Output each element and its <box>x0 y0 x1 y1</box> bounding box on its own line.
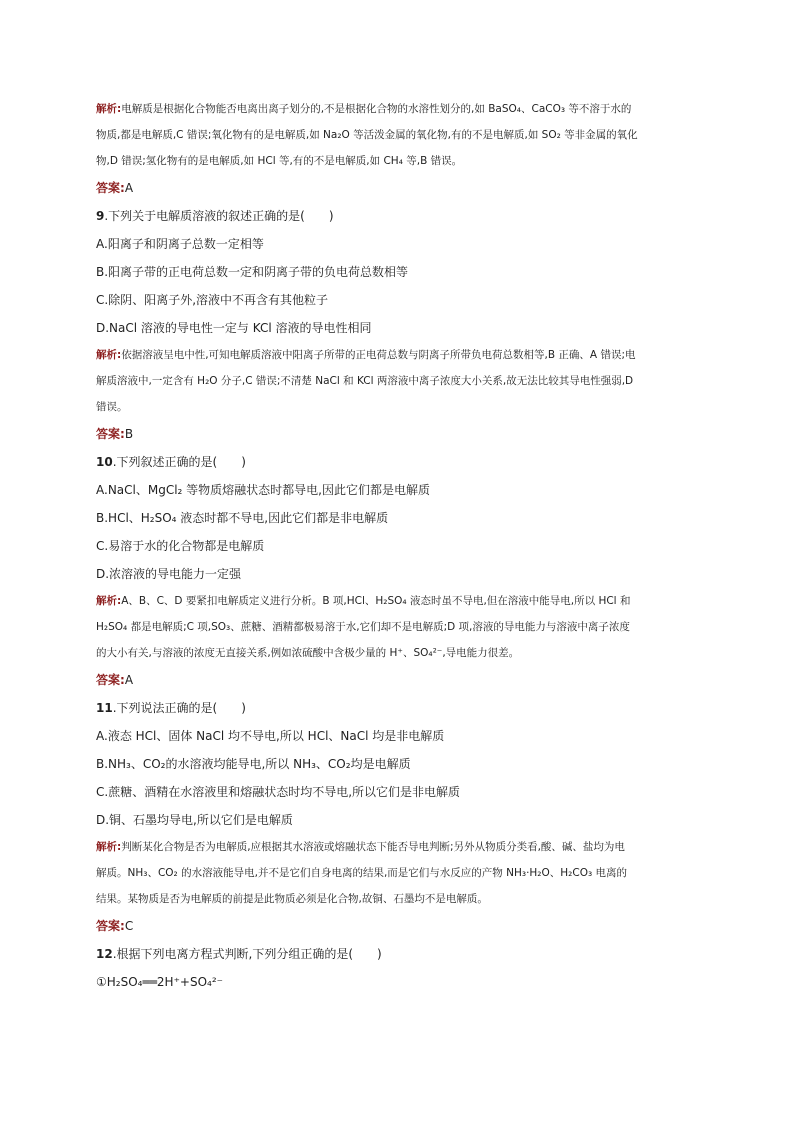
question-stem: 12.根据下列电离方程式判断,下列分组正确的是( ) <box>96 947 382 961</box>
answer-label: 答案: <box>96 427 125 441</box>
question-number: 12 <box>96 947 113 961</box>
explanation-line: 错误。 <box>96 401 128 413</box>
question-explanation <box>96 588 696 666</box>
option-b: B.阳离子带的正电荷总数一定和阴离子带的负电荷总数相等 <box>96 265 409 279</box>
explanation-line: 物,D 错误;氢化物有的是电解质,如 HCl 等,有的不是电解质,如 CH₄ 等,B 错误。 <box>96 155 463 167</box>
question-stem: 11.下列说法正确的是( ) <box>96 701 246 715</box>
option-c: C.除阴、阳离子外,溶液中不再含有其他粒子 <box>96 293 329 307</box>
option-b: B.HCl、H₂SO₄ 液态时都不导电,因此它们都是非电解质 <box>96 511 389 525</box>
prev-explanation <box>96 96 696 174</box>
option-a: A.液态 HCl、固体 NaCl 均不导电,所以 HCl、NaCl 均是非电解质 <box>96 729 445 743</box>
answer-label: 答案: <box>96 181 125 195</box>
explanation-label: 解析: <box>96 595 122 607</box>
question-number: 11 <box>96 701 113 715</box>
option-d: D.铜、石墨均导电,所以它们是电解质 <box>96 813 293 827</box>
explanation-line: 物质,都是电解质,C 错误;氧化物有的是电解质,如 Na₂O 等活泼金属的氧化物,有的不是电解质,如 SO₂ 等非金属的氧化 <box>96 129 638 141</box>
explanation-line: 的大小有关,与溶液的浓度无直接关系,例如浓硫酸中含极少量的 H⁺、SO₄²⁻,导电能力很差。 <box>96 647 520 659</box>
question-number: 10 <box>96 455 113 469</box>
question-11 <box>96 694 696 940</box>
option-d: D.NaCl 溶液的导电性一定与 KCl 溶液的导电性相同 <box>96 321 372 335</box>
answer-value: C <box>124 919 134 933</box>
explanation-line: 解质。NH₃、CO₂ 的水溶液能导电,并不是它们自身电离的结果,而是它们与水反应的产物 NH₃·H₂O、H₂CO₃ 电离的 <box>96 867 628 879</box>
question-answer <box>96 666 696 694</box>
explanation-line: 结果。某物质是否为电解质的前提是此物质必须是化合物,故铜、石墨均不是电解质。 <box>96 893 488 905</box>
question-10 <box>96 448 696 694</box>
question-explanation <box>96 342 696 420</box>
question-stem: 9.下列关于电解质溶液的叙述正确的是( ) <box>96 209 334 223</box>
answer-label: 答案: <box>96 673 125 687</box>
option-a: A.NaCl、MgCl₂ 等物质熔融状态时都导电,因此它们都是电解质 <box>96 483 430 497</box>
prev-answer <box>96 174 696 202</box>
answer-value: A <box>124 181 134 195</box>
option-b: B.NH₃、CO₂的水溶液均能导电,所以 NH₃、CO₂均是电解质 <box>96 757 411 771</box>
question-answer <box>96 420 696 448</box>
option-a: A.阳离子和阴离子总数一定相等 <box>96 237 264 251</box>
explanation-line: 解析:依据溶液呈电中性,可知电解质溶液中阳离子所带的正电荷总数与阴离子所带负电荷总数相等,B 正确、A 错误;电 <box>96 349 636 361</box>
explanation-line: 解析:A、B、C、D 要紧扣电解质定义进行分析。B 项,HCl、H₂SO₄ 液态时虽不导电,但在溶液中能导电,所以 HCl 和 <box>96 595 631 607</box>
question-9 <box>96 202 696 448</box>
page-content <box>96 96 696 996</box>
explanation-line: 解析:判断某化合物是否为电解质,应根据其水溶液或熔融状态下能否导电判断;另外从物质分类看,酸、碱、盐均为电 <box>96 841 625 853</box>
explanation-label: 解析: <box>96 841 122 853</box>
explanation-line: H₂SO₄ 都是电解质;C 项,SO₃、蔗糖、酒精都极易溶于水,它们却不是电解质;D 项,溶液的导电能力与溶液中离子浓度 <box>96 621 630 633</box>
answer-value: A <box>124 673 134 687</box>
option-c: C.易溶于水的化合物都是电解质 <box>96 539 265 553</box>
ionization-equation: ①H₂SO₄══2H⁺+SO₄²⁻ <box>96 975 223 989</box>
question-stem: 10.下列叙述正确的是( ) <box>96 455 246 469</box>
question-12 <box>96 940 696 996</box>
explanation-line: 解析:电解质是根据化合物能否电离出离子划分的,不是根据化合物的水溶性划分的,如 BaSO₄、CaCO₃ 等不溶于水的 <box>96 103 632 115</box>
option-d: D.浓溶液的导电能力一定强 <box>96 567 242 581</box>
explanation-label: 解析: <box>96 349 122 361</box>
question-number: 9 <box>96 209 105 223</box>
option-c: C.蔗糖、酒精在水溶液里和熔融状态时均不导电,所以它们是非电解质 <box>96 785 461 799</box>
explanation-label: 解析: <box>96 103 122 115</box>
answer-value: B <box>124 427 134 441</box>
question-answer <box>96 912 696 940</box>
explanation-line: 解质溶液中,一定含有 H₂O 分子,C 错误;不清楚 NaCl 和 KCl 两溶液中离子浓度大小关系,故无法比较其导电性强弱,D <box>96 375 634 387</box>
answer-label: 答案: <box>96 919 125 933</box>
question-explanation <box>96 834 696 912</box>
